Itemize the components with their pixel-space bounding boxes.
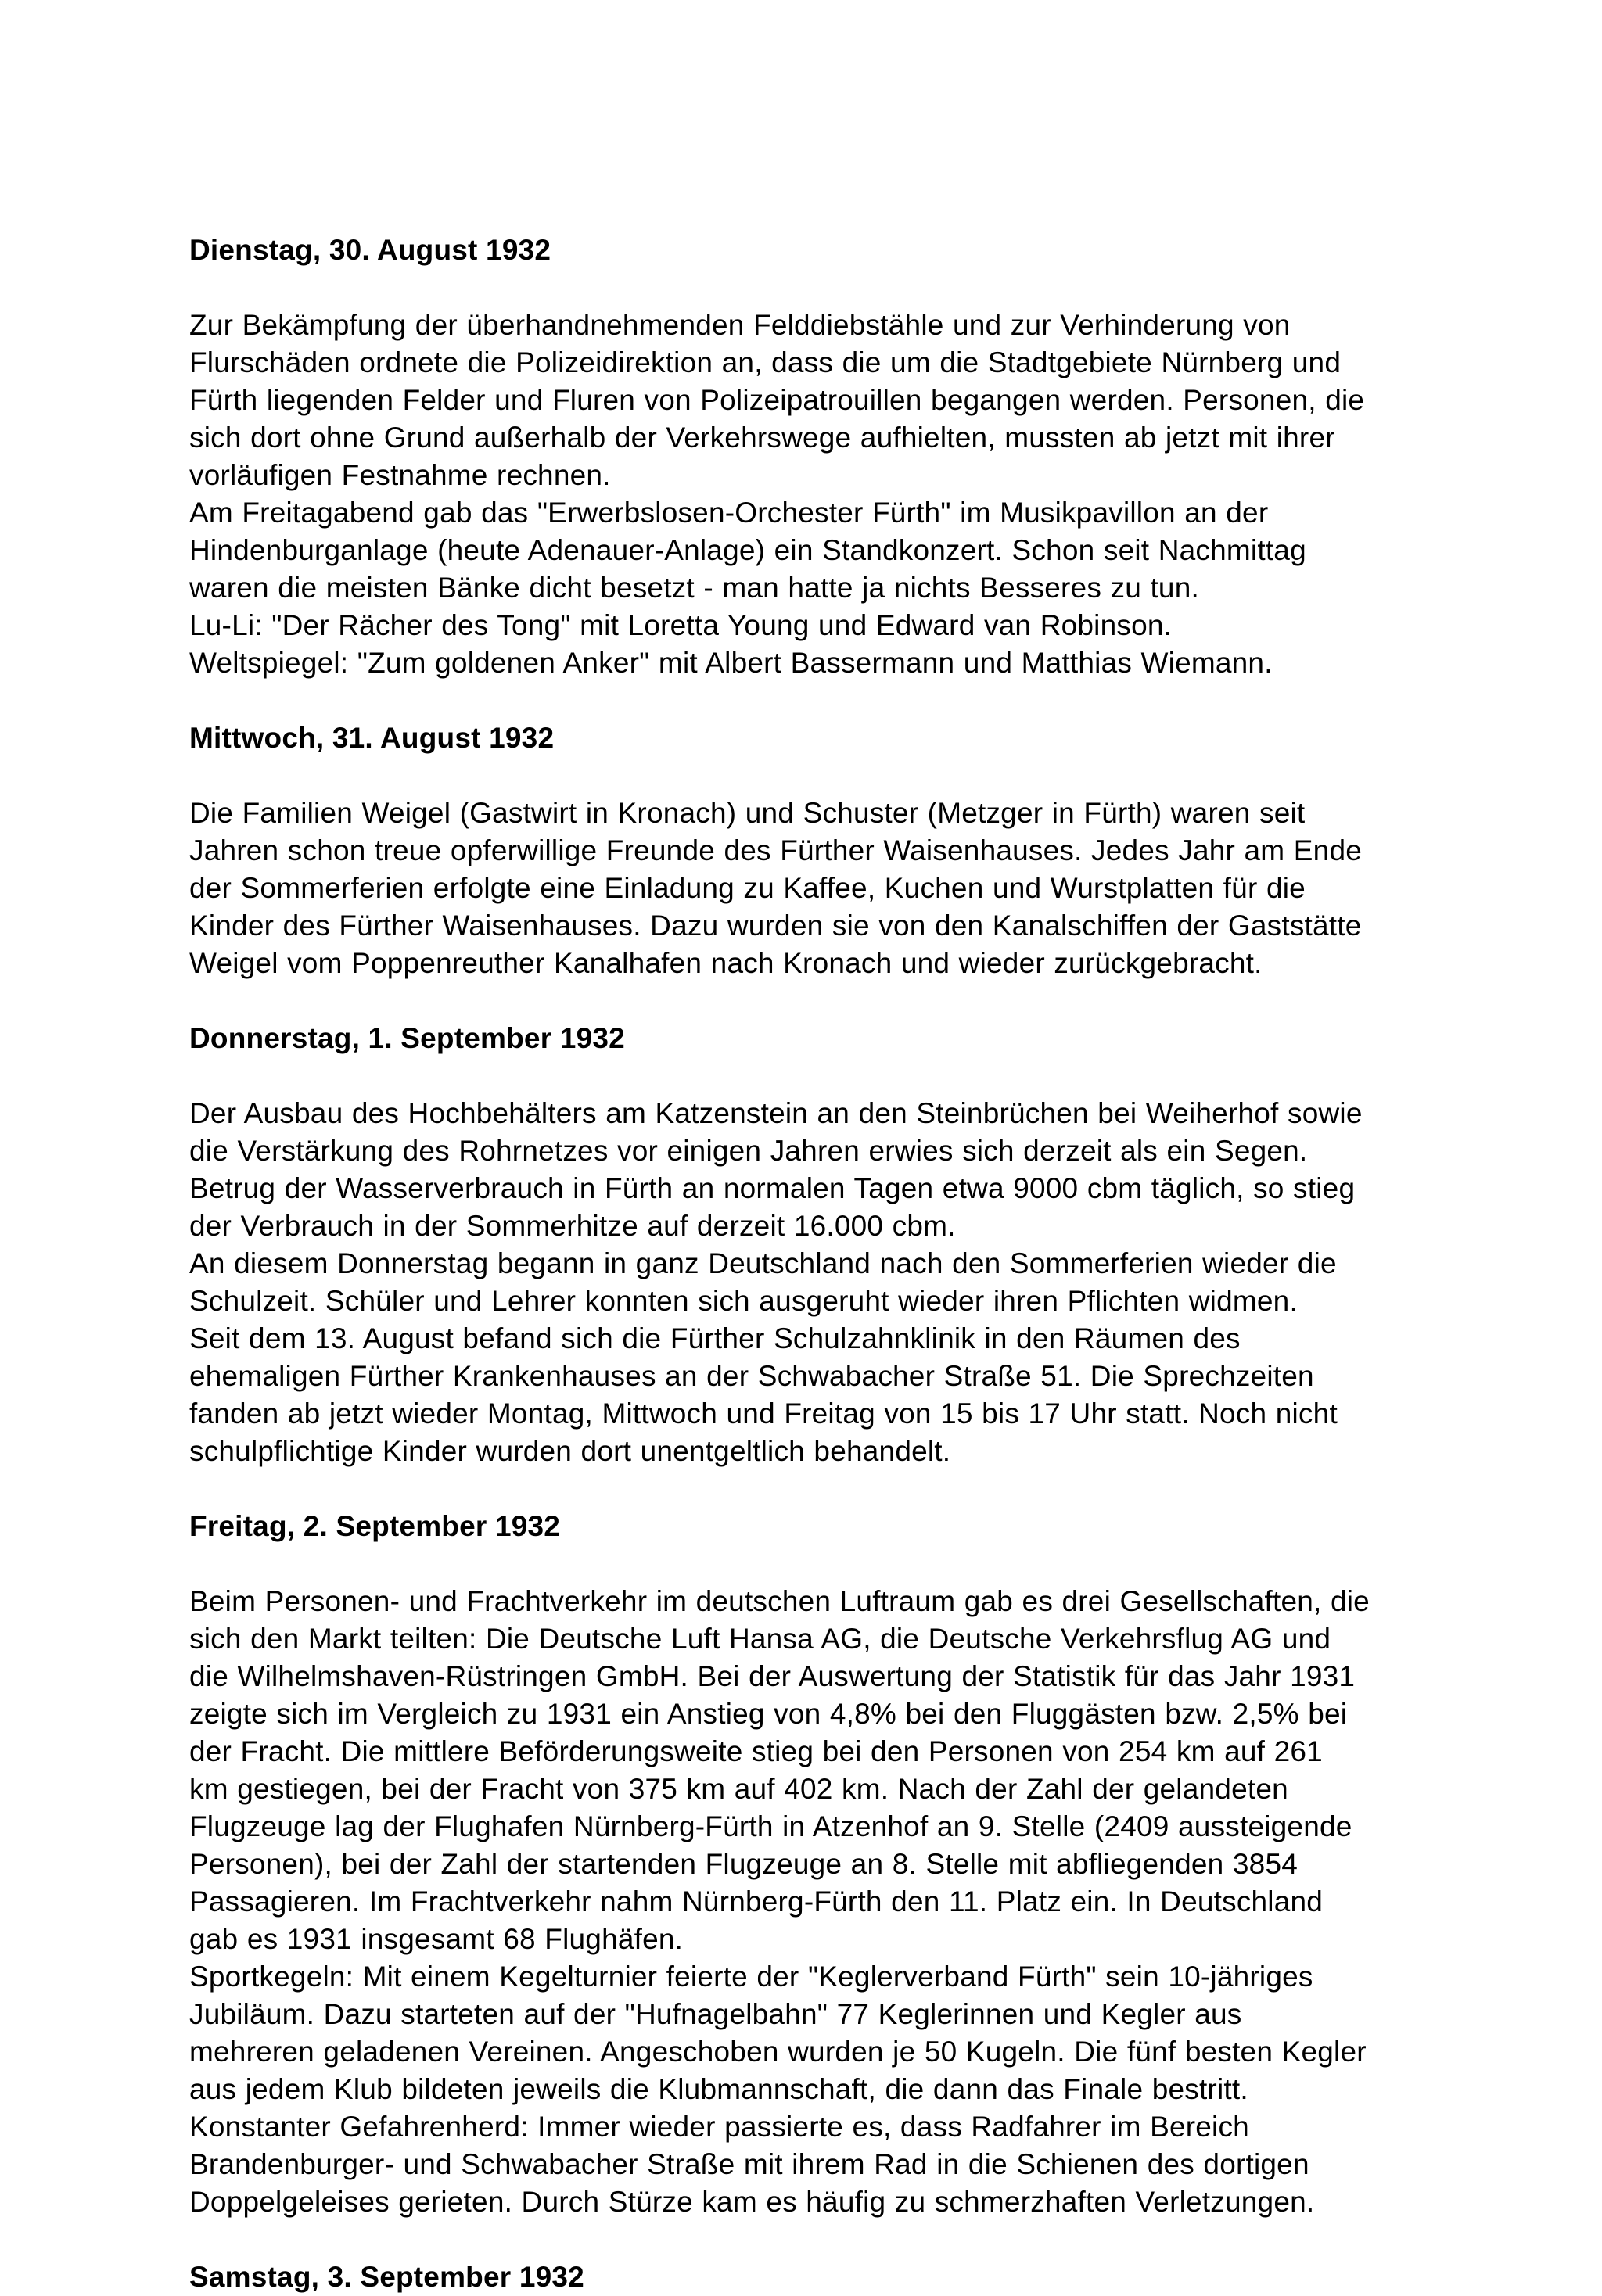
entry-heading: Dienstag, 30. August 1932 (189, 234, 551, 266)
journal-entry (189, 1508, 1370, 2221)
entry-heading: Samstag, 3. September 1932 (189, 2261, 584, 2293)
journal-entry (189, 1020, 1370, 1470)
journal-entry (189, 231, 1370, 682)
entry-heading: Donnerstag, 1. September 1932 (189, 1022, 625, 1054)
entry-paragraph: Weltspiegel: "Zum goldenen Anker" mit Albert Bassermann und Matthias Wiemann. (189, 647, 1273, 679)
entry-paragraph: Am Freitagabend gab das "Erwerbslosen-Orchester Fürth" im Musikpavillon an der Hindenburganlage (heute Adenauer-Anlage) ein Standkonzert. Schon seit Nachmittag waren die meisten Bänke dicht besetzt - man hatte ja nichts Besseres zu tun. (189, 497, 1306, 604)
entry-paragraph: An diesem Donnerstag begann in ganz Deutschland nach den Sommerferien wieder die Schulzeit. Schüler und Lehrer konnten sich ausgeruht wieder ihren Pflichten widmen. (189, 1247, 1337, 1317)
entry-paragraph: Zur Bekämpfung der überhandnehmenden Felddiebstähle und zur Verhinderung von Flurschäden ordnete die Polizeidirektion an, dass die um die Stadtgebiete Nürnberg und Fürth liegenden Felder und Fluren von Polizeipatrouillen begangen werden. Personen, die sich dort ohne Grund außerhalb der Verkehrswege aufhielten, mussten ab jetzt mit ihrer vorläufigen Festnahme rechnen. (189, 309, 1365, 491)
entry-paragraph: Die Familien Weigel (Gastwirt in Kronach) und Schuster (Metzger in Fürth) waren seit Jahren schon treue opferwillige Freunde des Fürther Waisenhauses. Jedes Jahr am Ende der Sommerferien erfolgte eine Einladung zu Kaffee, Kuchen und Wurstplatten für die Kinder des Fürther Waisenhauses. Dazu wurden sie von den Kanalschiffen der Gaststätte Weigel vom Poppenreuther Kanalhafen nach Kronach und wieder zurückgebracht. (189, 797, 1363, 979)
entry-paragraph: Lu-Li: "Der Rächer des Tong" mit Loretta Young und Edward van Robinson. (189, 609, 1173, 641)
entry-paragraph: Sportkegeln: Mit einem Kegelturnier feierte der "Keglerverband Fürth" sein 10-jähriges Jubiläum. Dazu starteten auf der "Hufnagelbahn" 77 Keglerinnen und Kegler aus mehreren geladenen Vereinen. Angeschoben wurden je 50 Kugeln. Die fünf besten Kegler aus jedem Klub bildeten jeweils die Klubmannschaft, die dann das Finale bestritt. (189, 1961, 1367, 2105)
entry-heading: Mittwoch, 31. August 1932 (189, 722, 555, 754)
entry-paragraph: Beim Personen- und Frachtverkehr im deutschen Luftraum gab es drei Gesellschaften, die sich den Markt teilten: Die Deutsche Luft Hansa AG, die Deutsche Verkehrsflug AG und die Wilhelmshaven-Rüstringen GmbH. Bei der Auswertung der Statistik für das Jahr 1931 zeigte sich im Vergleich zu 1931 ein Anstieg von 4,8% bei den Fluggästen bzw. 2,5% bei der Fracht. Die mittlere Beförderungsweite stieg bei den Personen von 254 km auf 261 km gestiegen, bei der Fracht von 375 km auf 402 km. Nach der Zahl der gelandeten Flugzeuge lag der Flughafen Nürnberg-Fürth in Atzenhof an 9. Stelle (2409 aussteigende Personen), bei der Zahl der startenden Flugzeuge an 8. Stelle mit abfliegenden 3854 Passagieren. Im Frachtverkehr nahm Nürnberg-Fürth den 11. Platz ein. In Deutschland gab es 1931 insgesamt 68 Flughäfen. (189, 1585, 1370, 1955)
entry-heading: Freitag, 2. September 1932 (189, 1510, 561, 1542)
entry-paragraph: Konstanter Gefahrenherd: Immer wieder passierte es, dass Radfahrer im Bereich Brandenburger- und Schwabacher Straße mit ihrem Rad in die Schienen des dortigen Doppelgeleises gerieten. Durch Stürze kam es häufig zu schmerzhaften Verletzungen. (189, 2111, 1315, 2218)
entry-paragraph: Der Ausbau des Hochbehälters am Katzenstein an den Steinbrüchen bei Weiherhof sowie die Verstärkung des Rohrnetzes vor einigen Jahren erwies sich derzeit als ein Segen. Betrug der Wasserverbrauch in Fürth an normalen Tagen etwa 9000 cbm täglich, so stieg der Verbrauch in der Sommerhitze auf derzeit 16.000 cbm. (189, 1097, 1363, 1242)
journal-entry (189, 719, 1370, 982)
entry-paragraph: Seit dem 13. August befand sich die Fürther Schulzahnklinik in den Räumen des ehemaligen Fürther Krankenhauses an der Schwabacher Straße 51. Die Sprechzeiten fanden ab jetzt wieder Montag, Mittwoch und Freitag von 15 bis 17 Uhr statt. Noch nicht schulpflichtige Kinder wurden dort unentgeltlich behandelt. (189, 1322, 1338, 1467)
journal-entry (189, 2258, 1370, 2296)
